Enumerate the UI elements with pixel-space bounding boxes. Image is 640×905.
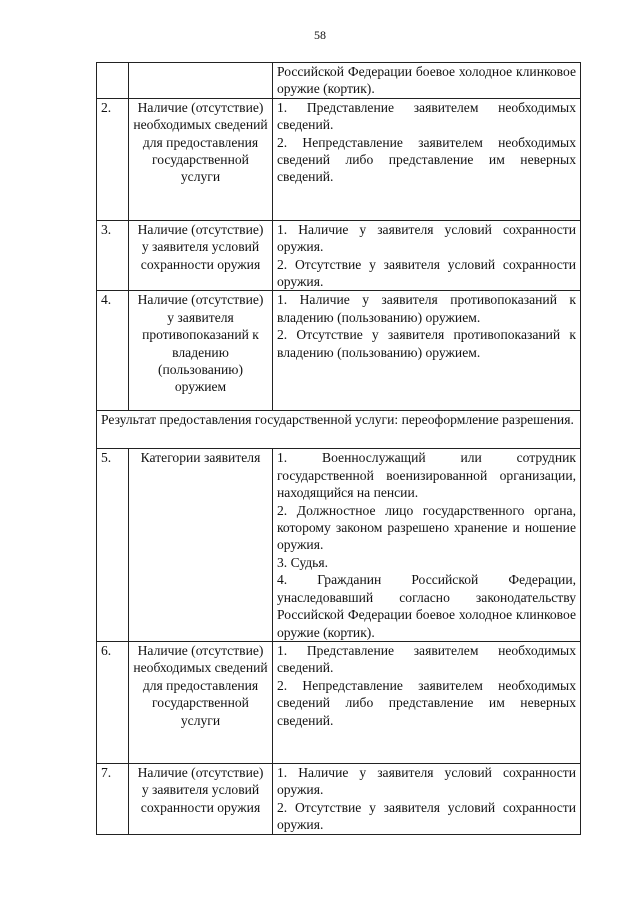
row-item: 2. Непредставление заявителем необходимых сведений либо представление им неверных сведений. <box>277 677 576 728</box>
row-item: 4. Гражданин Российской Федерации, унаследовавший согласно законодательству Российской Федерации боевое холодное клинковое оружие (кортик). <box>277 572 576 640</box>
continuation-text: Российской Федерации боевое холодное клинковое оружие (кортик). <box>277 64 576 97</box>
row-name: Наличие (отсутствие) у заявителя условий сохранности оружия <box>129 220 273 291</box>
row-values <box>273 98 581 220</box>
row-values <box>273 291 581 411</box>
row-name: Категории заявителя <box>129 449 273 641</box>
row-item: 2. Отсутствие у заявителя условий сохранности оружия. <box>277 256 576 290</box>
row-name: Наличие (отсутствие) необходимых сведений для предоставления государственной услуги <box>129 98 273 220</box>
row-number: 4. <box>97 291 129 411</box>
row-item: 2. Отсутствие у заявителя условий сохранности оружия. <box>277 799 576 833</box>
continuation-cell <box>273 63 581 99</box>
row-item: 1. Представление заявителем необходимых сведений. <box>277 99 576 133</box>
row-item: 1. Военнослужащий или сотрудник государственной военизированной организации, находящийся на пенсии. <box>277 450 576 501</box>
table-row <box>97 449 581 641</box>
row-number: 3. <box>97 220 129 291</box>
row-item: 1. Наличие у заявителя противопоказаний к владению (пользованию) оружием. <box>277 292 576 325</box>
row-values <box>273 449 581 641</box>
row-item: 2. Непредставление заявителем необходимых сведений либо представление им неверных сведений. <box>277 134 576 185</box>
row-values <box>273 641 581 763</box>
row-number: 7. <box>97 763 129 834</box>
row-item: 3. Судья. <box>277 554 329 570</box>
table-row <box>97 641 581 763</box>
section-header: Результат предоставления государственной услуги: переоформление разрешения. <box>97 411 581 449</box>
row-values <box>273 763 581 834</box>
section-header-row <box>97 411 581 449</box>
row-number: 2. <box>97 98 129 220</box>
row-item: 1. Наличие у заявителя условий сохранности оружия. <box>277 764 576 798</box>
row-name: Наличие (отсутствие) необходимых сведений для предоставления государственной услуги <box>129 641 273 763</box>
row-name-cell <box>129 63 273 99</box>
table-row <box>97 98 581 220</box>
table-row <box>97 220 581 291</box>
row-number: 5. <box>97 449 129 641</box>
row-name: Наличие (отсутствие) у заявителя условий сохранности оружия <box>129 763 273 834</box>
row-item: 1. Представление заявителем необходимых сведений. <box>277 642 576 676</box>
table-row <box>97 763 581 834</box>
row-item: 1. Наличие у заявителя условий сохранности оружия. <box>277 221 576 255</box>
row-number-cell <box>97 63 129 99</box>
table-row <box>97 63 581 99</box>
row-item: 2. Должностное лицо государственного органа, которому законом разрешено хранение и ношение оружия. <box>277 502 576 553</box>
row-number: 6. <box>97 641 129 763</box>
row-name: Наличие (отсутствие) у заявителя противопоказаний к владению (пользованию) оружием <box>129 291 273 411</box>
requirements-table <box>96 62 581 835</box>
row-values <box>273 220 581 291</box>
page-number: 58 <box>314 28 326 42</box>
table-row <box>97 291 581 411</box>
row-item: 2. Отсутствие у заявителя противопоказаний к владению (пользованию) оружием. <box>277 327 576 360</box>
